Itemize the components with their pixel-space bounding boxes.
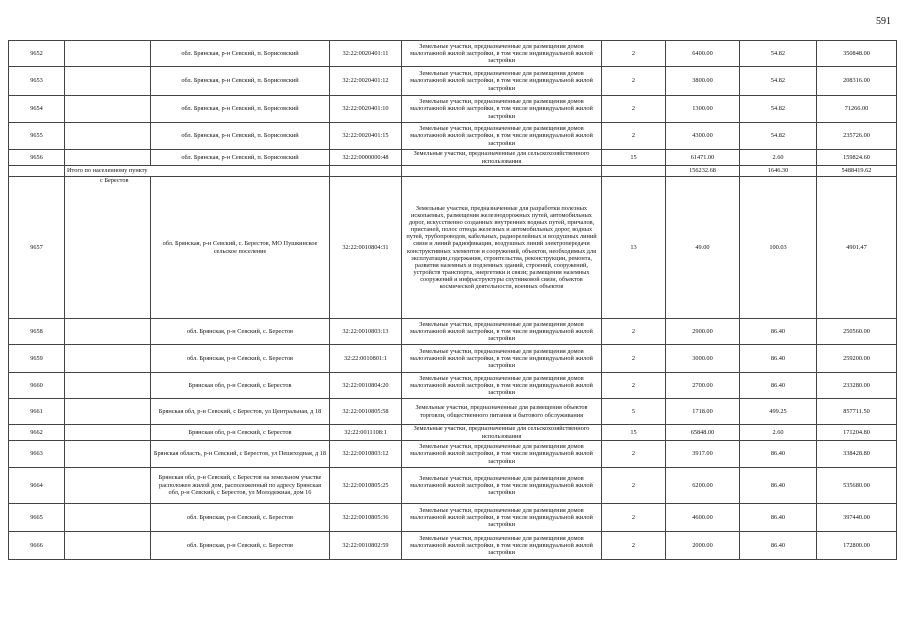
value-cell: 4901.47 [817, 177, 897, 319]
row-number: 9657 [9, 177, 65, 319]
cadastral-number: 32:22:0000000:48 [330, 150, 402, 166]
cadastral-number: 32:22:0010805:25 [330, 468, 402, 504]
row-number: 9652 [9, 41, 65, 67]
group-cell: 5 [602, 399, 666, 425]
row-number: 9665 [9, 504, 65, 532]
area-cell: 3917.00 [666, 441, 740, 468]
cadastral-number: 32:22:0010803:12 [330, 441, 402, 468]
row-number: 9666 [9, 532, 65, 560]
address-cell: Брянская обл, р-н Севский, с Берестов [151, 373, 330, 399]
land-use-cell: Земельные участки, предназначенные для разработки полезных ископаемых, размещения железнодорожных путей, автомобильных дорог, искусственно созданных внутренних водных путей, причалов, пристаней, полос отвода железных и автомобильных дорог, водных путей, трубопроводов, кабельных, радиорелейных и воздушных линий связи и линий радиофикации, воздушных линий электропередачи конструктивных элементов и сооружений, объектов, необходимых для эксплуатации,содержания, строительства, реконструкции, ремонта, развития наземных и подземных зданий, строений, сооружений, устройств транспорта, энергетики и связи; размещения наземных сооружений и инфраструктуры спутниковой связи, объектов космической деятельности, военных объектов [402, 177, 602, 319]
row-number: 9660 [9, 373, 65, 399]
table-row [9, 399, 897, 425]
row-number: 9663 [9, 441, 65, 468]
area-cell: 1300.00 [666, 96, 740, 123]
rate-cell: 499.25 [740, 399, 817, 425]
table-row [9, 373, 897, 399]
cadastral-value-table [8, 40, 897, 560]
rate-cell: 54.82 [740, 67, 817, 96]
cadastral-number: 32:22:0010804:20 [330, 373, 402, 399]
table-row [9, 150, 897, 166]
value-cell: 71266.00 [817, 96, 897, 123]
group-cell: 2 [602, 504, 666, 532]
locality-label: с Берестов [65, 177, 151, 319]
subtotal-label: Итого по населенному пункту [65, 166, 330, 177]
address-cell: обл. Брянская, р-н Севский, с. Берестов [151, 532, 330, 560]
rate-cell: 86.40 [740, 468, 817, 504]
cadastral-number: 32:22:0020401:10 [330, 96, 402, 123]
row-number: 9659 [9, 345, 65, 373]
table-row [9, 177, 897, 319]
rate-cell: 86.40 [740, 504, 817, 532]
address-cell: Брянская обл, р-н Севский, с Берестов [151, 425, 330, 441]
value-cell: 857711.50 [817, 399, 897, 425]
area-cell: 4600.00 [666, 504, 740, 532]
address-cell: обл. Брянская, р-н Севский, п. Борисовский [151, 150, 330, 166]
land-use-cell: Земельные участки, предназначенные для размещения домов малоэтажной жилой застройки, в том числе индивидуальной жилой застройки [402, 96, 602, 123]
land-use-cell: Земельные участки, предназначенные для размещения домов малоэтажной жилой застройки, в том числе индивидуальной жилой застройки [402, 345, 602, 373]
row-number: 9661 [9, 399, 65, 425]
land-use-cell: Земельные участки, предназначенные для размещения домов малоэтажной жилой застройки, в том числе индивидуальной жилой застройки [402, 319, 602, 345]
rate-cell: 2.60 [740, 150, 817, 166]
value-cell: 397440.00 [817, 504, 897, 532]
rate-cell: 86.40 [740, 345, 817, 373]
row-number: 9656 [9, 150, 65, 166]
value-cell: 172800.00 [817, 532, 897, 560]
group-cell: 2 [602, 373, 666, 399]
table-row [9, 468, 897, 504]
rate-cell: 54.82 [740, 41, 817, 67]
table-row [9, 345, 897, 373]
land-use-cell: Земельные участки, предназначенные для сельскохозяйственного использования [402, 425, 602, 441]
cadastral-number: 32:22:0020401:15 [330, 123, 402, 150]
cadastral-number: 32:22:0010801:1 [330, 345, 402, 373]
cadastral-number: 32:22:0010802:59 [330, 532, 402, 560]
empty-cell [65, 504, 151, 532]
group-cell: 2 [602, 96, 666, 123]
value-cell: 233280.00 [817, 373, 897, 399]
land-use-cell: Земельные участки, предназначенные для размещения объектов торговли, общественного питания и бытового обслуживания [402, 399, 602, 425]
row-number: 9655 [9, 123, 65, 150]
address-cell: обл. Брянская, р-н Севский, п. Борисовский [151, 96, 330, 123]
value-cell: 338428.80 [817, 441, 897, 468]
group-cell: 2 [602, 41, 666, 67]
area-cell: 6400.00 [666, 41, 740, 67]
rate-cell: 86.40 [740, 319, 817, 345]
subtotal-row [9, 166, 897, 177]
cadastral-number: 32:22:0010804:31 [330, 177, 402, 319]
land-use-cell: Земельные участки, предназначенные для размещения домов малоэтажной жилой застройки, в том числе индивидуальной жилой застройки [402, 373, 602, 399]
table-row [9, 319, 897, 345]
subtotal-rate: 1646.30 [740, 166, 817, 177]
empty-cell [65, 373, 151, 399]
row-number: 9662 [9, 425, 65, 441]
rate-cell: 86.40 [740, 373, 817, 399]
rate-cell: 100.03 [740, 177, 817, 319]
value-cell: 259200.00 [817, 345, 897, 373]
rate-cell: 54.82 [740, 96, 817, 123]
empty-cell [65, 532, 151, 560]
value-cell: 171204.80 [817, 425, 897, 441]
area-cell: 2700.00 [666, 373, 740, 399]
area-cell: 6200.00 [666, 468, 740, 504]
table-row [9, 41, 897, 67]
area-cell: 3800.00 [666, 67, 740, 96]
address-cell: обл. Брянская, р-н Севский, п. Борисовский [151, 67, 330, 96]
area-cell: 4300.00 [666, 123, 740, 150]
empty-cell [65, 67, 151, 96]
page-number: 591 [876, 16, 891, 27]
land-use-cell: Земельные участки, предназначенные для сельскохозяйственного использования [402, 150, 602, 166]
value-cell: 350848.00 [817, 41, 897, 67]
group-cell: 2 [602, 468, 666, 504]
empty-cell [65, 468, 151, 504]
table-row [9, 532, 897, 560]
table-row [9, 425, 897, 441]
area-cell: 65848.00 [666, 425, 740, 441]
area-cell: 2000.00 [666, 532, 740, 560]
empty-cell [65, 150, 151, 166]
cadastral-number: 32:22:0010805:58 [330, 399, 402, 425]
cadastral-number: 32:22:0010805:36 [330, 504, 402, 532]
empty-cell [65, 399, 151, 425]
table-row [9, 123, 897, 150]
address-cell: обл. Брянская, р-н Севский, с. Берестов [151, 345, 330, 373]
group-cell: 2 [602, 441, 666, 468]
area-cell: 49.00 [666, 177, 740, 319]
table-row [9, 441, 897, 468]
cadastral-number: 32:22:0020401:12 [330, 67, 402, 96]
area-cell: 61471.00 [666, 150, 740, 166]
empty-cell [65, 96, 151, 123]
group-cell: 2 [602, 319, 666, 345]
land-use-cell: Земельные участки, предназначенные для размещения домов малоэтажной жилой застройки, в том числе индивидуальной жилой застройки [402, 532, 602, 560]
group-cell: 2 [602, 67, 666, 96]
rate-cell: 86.40 [740, 532, 817, 560]
row-number: 9664 [9, 468, 65, 504]
group-cell: 15 [602, 150, 666, 166]
address-cell: обл. Брянская, р-н Севский, с. Берестов [151, 504, 330, 532]
group-cell: 15 [602, 425, 666, 441]
cadastral-number: 32:22:0011108:1 [330, 425, 402, 441]
address-cell: обл. Брянская, р-н Севский, п. Борисовский [151, 41, 330, 67]
row-number: 9658 [9, 319, 65, 345]
empty-cell [65, 319, 151, 345]
address-cell: обл. Брянская, р-н Севский, с. Берестов, МО Пушкинское сельское поселение [151, 177, 330, 319]
empty-cell [65, 123, 151, 150]
group-cell: 2 [602, 532, 666, 560]
subtotal-area: 156232.68 [666, 166, 740, 177]
cadastral-number: 32:22:0020401:11 [330, 41, 402, 67]
value-cell: 208316.00 [817, 67, 897, 96]
rate-cell: 2.60 [740, 425, 817, 441]
group-cell: 13 [602, 177, 666, 319]
area-cell: 3000.00 [666, 345, 740, 373]
land-use-cell: Земельные участки, предназначенные для размещения домов малоэтажной жилой застройки, в том числе индивидуальной жилой застройки [402, 67, 602, 96]
value-cell: 159824.60 [817, 150, 897, 166]
cadastral-number: 32:22:0010803:13 [330, 319, 402, 345]
row-number: 9654 [9, 96, 65, 123]
empty-cell [65, 41, 151, 67]
area-cell: 2900.00 [666, 319, 740, 345]
rate-cell: 86.40 [740, 441, 817, 468]
address-cell: обл. Брянская, р-н Севский, с. Берестов [151, 319, 330, 345]
value-cell: 250560.00 [817, 319, 897, 345]
group-cell: 2 [602, 345, 666, 373]
land-use-cell: Земельные участки, предназначенные для размещения домов малоэтажной жилой застройки, в том числе индивидуальной жилой застройки [402, 441, 602, 468]
address-cell: обл. Брянская, р-н Севский, п. Борисовский [151, 123, 330, 150]
land-use-cell: Земельные участки, предназначенные для размещения домов малоэтажной жилой застройки, в том числе индивидуальной жилой застройки [402, 123, 602, 150]
group-cell: 2 [602, 123, 666, 150]
address-cell: Брянская обл, р-н Севский, с Берестов, ул Центральная, д 18 [151, 399, 330, 425]
address-cell: Брянская обл, р-н Севский, с Берестов на земельном участке расположен жилой дом, расположенный по адресу Брянская обл, р-н Севский, с Берестов, ул Молодежная, дом 16 [151, 468, 330, 504]
subtotal-value: 5488419.62 [817, 166, 897, 177]
value-cell: 235726.00 [817, 123, 897, 150]
empty-cell [65, 441, 151, 468]
rate-cell: 54.82 [740, 123, 817, 150]
area-cell: 1718.00 [666, 399, 740, 425]
table-row [9, 504, 897, 532]
row-number: 9653 [9, 67, 65, 96]
table-row [9, 96, 897, 123]
table-row [9, 67, 897, 96]
land-use-cell: Земельные участки, предназначенные для размещения домов малоэтажной жилой застройки, в том числе индивидуальной жилой застройки [402, 504, 602, 532]
land-use-cell: Земельные участки, предназначенные для размещения домов малоэтажной жилой застройки, в том числе индивидуальной жилой застройки [402, 41, 602, 67]
empty-cell [65, 345, 151, 373]
land-use-cell: Земельные участки, предназначенные для размещения домов малоэтажной жилой застройки, в том числе индивидуальной жилой застройки [402, 468, 602, 504]
value-cell: 535680.00 [817, 468, 897, 504]
empty-cell [65, 425, 151, 441]
address-cell: Брянская область, р-н Севский, с Берестов, ул Пешеходная, д 18 [151, 441, 330, 468]
